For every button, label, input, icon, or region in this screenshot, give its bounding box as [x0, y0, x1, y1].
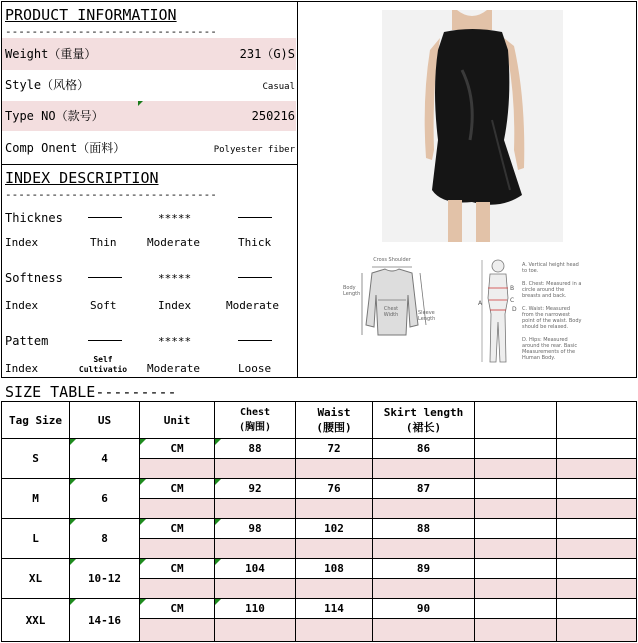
marker-icon: [140, 439, 146, 445]
tag-size-cell: XXL: [2, 599, 70, 642]
header-waist: [296, 402, 373, 439]
header-skirt-length: [373, 402, 475, 439]
option-thick: Thick: [238, 236, 272, 249]
waist-cell-lower: [296, 619, 373, 642]
index-stars: *****: [158, 335, 192, 348]
unit-cell-lower: [140, 459, 215, 479]
body-letter-a: A: [478, 300, 483, 307]
unit-cell: CM: [140, 439, 215, 459]
divider-line: [238, 217, 272, 218]
marker-icon: [215, 439, 221, 445]
skirt-length-cell-lower: [373, 619, 475, 642]
divider-line: [88, 217, 122, 218]
info-label-type: Type NO（款号）: [5, 109, 104, 123]
skirt-length-cell-lower: [373, 539, 475, 559]
empty-cell: [557, 559, 637, 579]
garment-measure-diagram: [340, 255, 445, 350]
chest-cell-lower: [215, 619, 296, 642]
empty-cell-lower: [557, 499, 637, 519]
header-skirt-en: Skirt length: [383, 405, 464, 419]
empty-cell: [557, 519, 637, 539]
marker-icon: [215, 559, 221, 565]
body-note: C. Waist: Measured from the narrowest point of the waist. Body should be relaxed.: [522, 306, 582, 330]
empty-cell: [557, 479, 637, 499]
empty-cell: [557, 439, 637, 459]
empty-cell-lower: [475, 539, 557, 559]
body-letter-d: D: [512, 306, 517, 313]
chest-cell: 98: [215, 519, 296, 539]
body-note: D. Hips: Measured around the rear. Basic Measurements of the Human Body.: [522, 337, 578, 361]
header-skirt-cn: (裙长): [405, 420, 442, 434]
info-value-style: Casual: [262, 82, 295, 92]
info-label-weight: Weight（重量）: [5, 47, 97, 61]
marker-icon: [138, 101, 143, 106]
empty-cell-lower: [475, 459, 557, 479]
us-cell: 8: [70, 519, 140, 559]
unit-cell: CM: [140, 599, 215, 619]
marker-icon: [70, 479, 76, 485]
size-table-title-dashes: ---------: [95, 383, 177, 401]
header-waist-cn: (腰围): [316, 420, 352, 434]
header-us: US: [70, 402, 140, 439]
empty-cell-lower: [475, 579, 557, 599]
chest-cell: 88: [215, 439, 296, 459]
chest-cell: 110: [215, 599, 296, 619]
chest-cell-lower: [215, 499, 296, 519]
marker-icon: [140, 599, 146, 605]
chest-cell-lower: [215, 579, 296, 599]
us-cell: 6: [70, 479, 140, 519]
empty-cell-lower: [557, 619, 637, 642]
header-chest-cn: (胸围): [238, 422, 272, 433]
info-value-weight: 231（G)S: [239, 47, 295, 61]
skirt-length-cell: 86: [373, 439, 475, 459]
waist-cell-lower: [296, 579, 373, 599]
index-label: Index: [5, 299, 39, 312]
waist-cell: 72: [296, 439, 373, 459]
skirt-length-cell: 88: [373, 519, 475, 539]
empty-cell: [475, 439, 557, 459]
body-note: A. Vertical height head to toe.: [522, 262, 579, 274]
us-cell: 4: [70, 439, 140, 479]
header-tag-size: Tag Size: [2, 402, 70, 439]
unit-cell-lower: [140, 619, 215, 642]
divider-line: [88, 340, 122, 341]
skirt-length-cell-lower: [373, 459, 475, 479]
empty-cell: [475, 519, 557, 539]
size-table-title: [5, 384, 177, 401]
size-table: [1, 401, 637, 642]
index-stars: *****: [158, 212, 192, 225]
waist-cell: 108: [296, 559, 373, 579]
empty-cell: [475, 479, 557, 499]
us-cell: 10-12: [70, 559, 140, 599]
waist-cell-lower: [296, 539, 373, 559]
marker-icon: [215, 519, 221, 525]
marker-icon: [215, 599, 221, 605]
body-notes: [522, 262, 582, 361]
unit-cell-lower: [140, 579, 215, 599]
option-loose: Loose: [238, 362, 272, 375]
marker-icon: [140, 519, 146, 525]
skirt-length-cell: 90: [373, 599, 475, 619]
label-chest-width: Chest Width: [383, 306, 399, 318]
unit-cell-lower: [140, 499, 215, 519]
option-soft: Soft: [90, 299, 117, 312]
skirt-length-cell: 87: [373, 479, 475, 499]
chest-cell: 92: [215, 479, 296, 499]
empty-cell: [475, 559, 557, 579]
marker-icon: [70, 599, 76, 605]
skirt-length-cell-lower: [373, 579, 475, 599]
info-value-type: 250216: [251, 109, 295, 123]
empty-cell-lower: [475, 619, 557, 642]
info-label-style: Style（风格）: [5, 78, 90, 92]
divider-line: [238, 340, 272, 341]
waist-cell: 76: [296, 479, 373, 499]
divider-line: [238, 277, 272, 278]
index-section-divider: [2, 164, 297, 165]
label-cross-shoulder: Cross Shoulder: [373, 257, 411, 263]
tag-size-cell: S: [2, 439, 70, 479]
marker-icon: [215, 479, 221, 485]
header-waist-en: Waist: [317, 405, 351, 419]
body-letter-b: B: [510, 285, 515, 292]
empty-cell-lower: [557, 539, 637, 559]
waist-cell-lower: [296, 459, 373, 479]
size-table-title-text: SIZE TABLE: [5, 383, 96, 401]
header-unit: Unit: [140, 402, 215, 439]
option-thin: Thin: [90, 236, 117, 249]
marker-icon: [70, 439, 76, 445]
label-sleeve-length: Sleeve Length: [418, 310, 436, 322]
marker-icon: [140, 559, 146, 565]
index-stars: *****: [158, 272, 192, 285]
tag-size-cell: L: [2, 519, 70, 559]
info-value-component: Polyester fiber: [213, 145, 295, 155]
tag-size-cell: M: [2, 479, 70, 519]
label-body-length: Body Length: [343, 285, 361, 297]
chest-cell-lower: [215, 459, 296, 479]
empty-cell: [557, 599, 637, 619]
empty-cell-lower: [557, 459, 637, 479]
waist-cell-lower: [296, 499, 373, 519]
option-moderate: Moderate: [226, 299, 279, 312]
index-group-pattern: Pattem: [5, 334, 49, 348]
chest-cell-lower: [215, 539, 296, 559]
option-moderate: Moderate: [147, 362, 200, 375]
index-label: Index: [5, 362, 39, 375]
unit-cell-lower: [140, 539, 215, 559]
index-label: Index: [5, 236, 39, 249]
marker-icon: [70, 519, 76, 525]
skirt-length-cell-lower: [373, 499, 475, 519]
unit-cell: CM: [140, 479, 215, 499]
option-index: Index: [158, 299, 192, 312]
unit-cell: CM: [140, 559, 215, 579]
empty-cell: [475, 599, 557, 619]
chest-cell: 104: [215, 559, 296, 579]
product-info-dashes: --------------------------------: [5, 25, 217, 38]
skirt-length-cell: 89: [373, 559, 475, 579]
unit-cell: CM: [140, 519, 215, 539]
option-self-cultivation: Self Cultivatio: [78, 355, 128, 374]
body-note: B. Chest: Measured in a circle around the breasts and back.: [522, 281, 582, 299]
info-label-component: Comp Onent（面料）: [5, 141, 126, 155]
product-photo: [382, 10, 563, 242]
header-empty: [475, 402, 557, 439]
dress-illustration: [382, 10, 563, 242]
product-info-title: PRODUCT INFORMATION: [5, 6, 177, 24]
waist-cell: 114: [296, 599, 373, 619]
marker-icon: [70, 559, 76, 565]
empty-cell-lower: [475, 499, 557, 519]
us-cell: 14-16: [70, 599, 140, 642]
index-desc-title: INDEX DESCRIPTION: [5, 169, 159, 187]
option-moderate: Moderate: [147, 236, 200, 249]
marker-icon: [140, 479, 146, 485]
tag-size-cell: XL: [2, 559, 70, 599]
index-group-softness: Softness: [5, 271, 63, 285]
index-group-thickness: Thicknes: [5, 211, 63, 225]
empty-cell-lower: [557, 579, 637, 599]
waist-cell: 102: [296, 519, 373, 539]
body-letter-c: C: [510, 297, 515, 304]
header-chest-en: Chest: [239, 407, 271, 418]
header-empty: [557, 402, 637, 439]
index-desc-dashes: --------------------------------: [5, 188, 217, 201]
header-chest: [215, 402, 296, 439]
divider-line: [88, 277, 122, 278]
